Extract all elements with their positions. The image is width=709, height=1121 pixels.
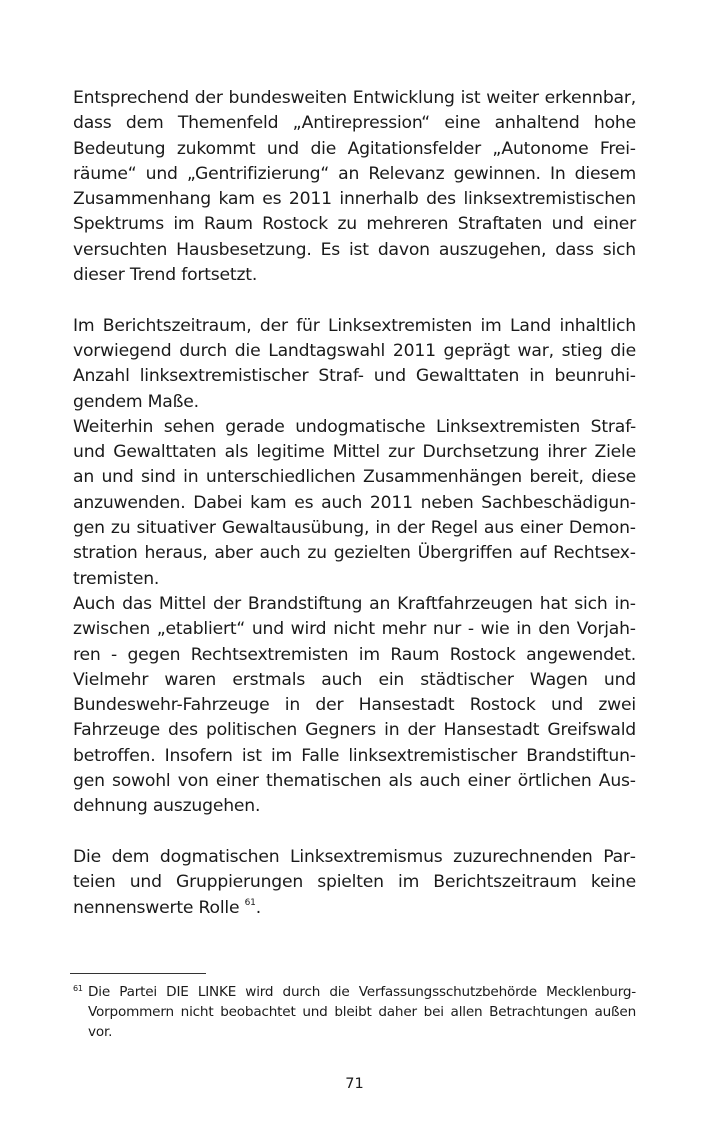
- paragraph-brandstiftung: Auch das Mittel der Brandstiftung an Kraftfahrzeugen hat sich inzwischen „etabliert“ und wird nicht mehr nur - wie in den Vorjahren - gegen Rechtsextremisten im Raum Rostock angewendet. Vielmehr waren erstmals auch ein städtischer Wagen und Bundeswehr-Fahrzeuge in der Hansestadt Rostock und zwei Fahrzeuge des politischen Gegners in der Hansestadt Greifswald betroffen. Insofern ist im Falle linksextremistischer Brandstiftungen sowohl von einer thematischen als auch einer örtlichen Ausdehnung auszugehen.: [73, 593, 636, 817]
- footnote-reference[interactable]: 61: [244, 897, 256, 908]
- footnote: [73, 982, 636, 1042]
- body-text: [73, 86, 636, 921]
- footnote-marker: 61: [73, 984, 83, 993]
- sentence-end-period: .: [255, 897, 261, 918]
- paragraph-landtagswahl: Im Berichtszeitraum, der für Linksextremisten im Land inhaltlich vorwiegend durch die Landtagswahl 2011 geprägt war, stieg die Anzahl linksextremistischer Straf- und Gewalttaten in beunruhigendem Maße.: [73, 315, 636, 412]
- footnote-divider: [70, 973, 206, 974]
- paragraph-undogmatische-linksextremisten: Weiterhin sehen gerade undogmatische Linksextremisten Straf- und Gewalttaten als legitime Mittel zur Durchsetzung ihrer Ziele an und sind in unterschiedlichen Zusammenhängen bereit, diese anzuwenden. Dabei kam es auch 2011 neben Sachbeschädigungen zu situativer Gewaltausübung, in der Regel aus einer Demonstration heraus, aber auch zu gezielten Übergriffen auf Rechtsextremisten.: [73, 416, 636, 589]
- footnote-text: Die Partei DIE LINKE wird durch die Verfassungsschutzbehörde Mecklenburg-Vorpommern nicht beobachtet und bleibt daher bei allen Betrachtungen außen vor.: [88, 984, 636, 1040]
- paragraph-dogmatischer-linksextremismus: [73, 845, 636, 921]
- paragraph-dogmatischer-text: Die dem dogmatischen Linksextremismus zuzurechnenden Parteien und Gruppierungen spielten im Berichtszeitraum keine nennenswerte Rolle: [73, 846, 636, 918]
- page-number: 71: [345, 1076, 364, 1092]
- paragraph-antirepression: Entsprechend der bundesweiten Entwicklung ist weiter erkennbar, dass dem Themenfeld „Antirepression“ eine anhaltend hohe Bedeutung zukommt und die Agitationsfelder „Autonome Freiräume“ und „Gentrifizierung“ an Relevanz gewinnen. In diesem Zusammenhang kam es 2011 innerhalb des linksextremistischen Spektrums im Raum Rostock zu mehreren Straftaten und einer versuchten Hausbesetzung. Es ist davon auszugehen, dass sich dieser Trend fortsetzt.: [73, 88, 636, 286]
